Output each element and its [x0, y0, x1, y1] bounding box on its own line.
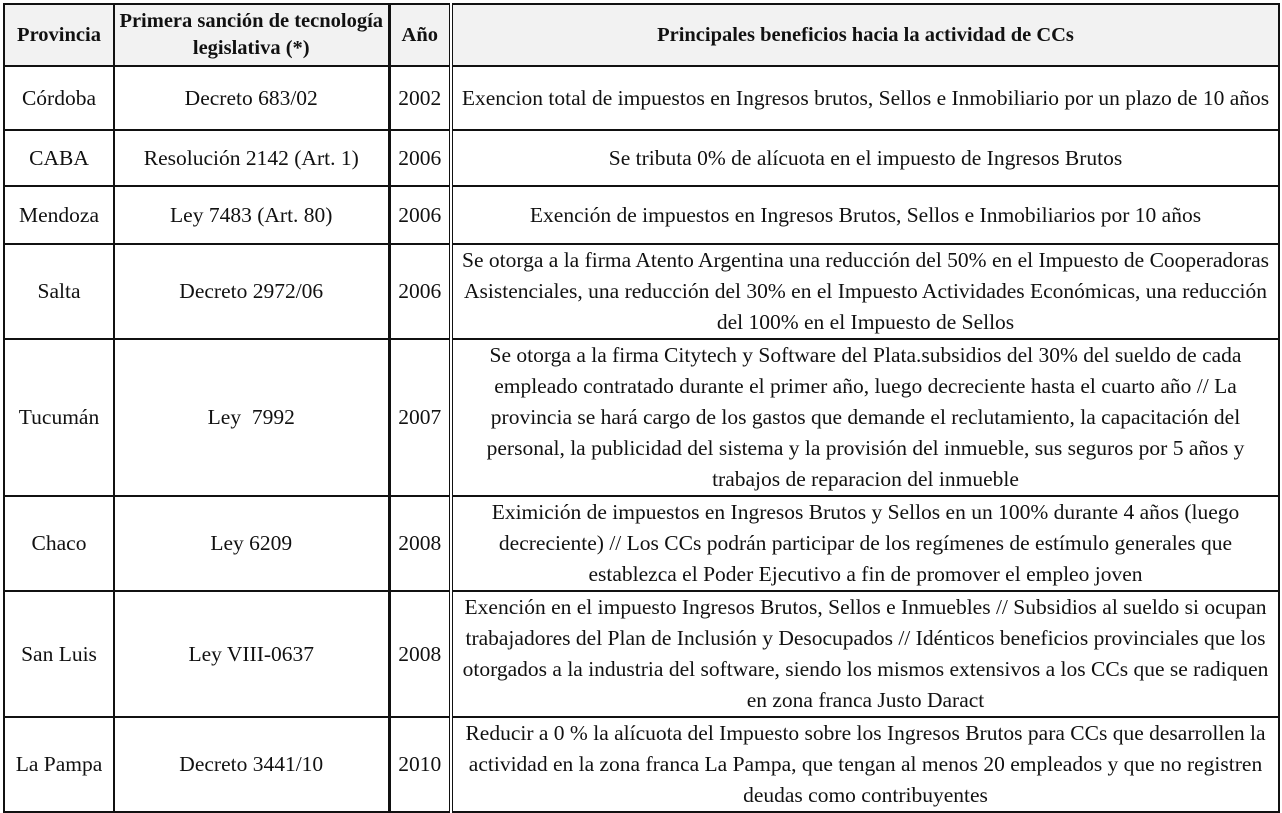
cell-year: 2002	[389, 66, 451, 130]
cell-year: 2008	[389, 591, 451, 717]
cell-benefits: Se otorga a la firma Atento Argentina una reducción del 50% en el Impuesto de Cooperadoras Asistenciales, una reducción del 30% en el Impuesto Actividades Económicas, una reducción del 100% en el Impuesto de Sellos	[451, 244, 1279, 339]
cell-benefits: Exencion total de impuestos en Ingresos brutos, Sellos e Inmobiliario por un plazo de 10 años	[451, 66, 1279, 130]
table-row	[4, 339, 1279, 496]
cell-sanction: Decreto 683/02	[114, 66, 389, 130]
header-province: Provincia	[4, 4, 114, 66]
cell-province: Córdoba	[4, 66, 114, 130]
header-year: Año	[389, 4, 451, 66]
cell-province: Tucumán	[4, 339, 114, 496]
cell-sanction: Ley 7483 (Art. 80)	[114, 186, 389, 244]
table-row	[4, 130, 1279, 186]
cell-sanction: Decreto 3441/10	[114, 717, 389, 812]
provincial-benefits-table	[3, 3, 1280, 813]
cell-year: 2006	[389, 244, 451, 339]
cell-benefits: Se tributa 0% de alícuota en el impuesto de Ingresos Brutos	[451, 130, 1279, 186]
table-row	[4, 496, 1279, 591]
cell-year: 2010	[389, 717, 451, 812]
cell-province: San Luis	[4, 591, 114, 717]
cell-year: 2007	[389, 339, 451, 496]
header-sanction: Primera sanción de tecnología legislativa (*)	[114, 4, 389, 66]
header-row	[4, 4, 1279, 66]
cell-benefits: Exención de impuestos en Ingresos Brutos, Sellos e Inmobiliarios por 10 años	[451, 186, 1279, 244]
cell-benefits: Se otorga a la firma Citytech y Software del Plata.subsidios del 30% del sueldo de cada empleado contratado durante el primer año, luego decreciente hasta el cuarto año // La provincia se hará cargo de los gastos que demande el reclutamiento, la capacitación del personal, la publicidad del sistema y la provisión del inmueble, sus seguros por 5 años y trabajos de reparacion del inmueble	[451, 339, 1279, 496]
cell-benefits: Eximición de impuestos en Ingresos Brutos y Sellos en un 100% durante 4 años (luego decreciente) // Los CCs podrán participar de los regímenes de estímulo generales que establezca el Poder Ejecutivo a fin de promover el empleo joven	[451, 496, 1279, 591]
cell-benefits: Exención en el impuesto Ingresos Brutos, Sellos e Inmuebles // Subsidios al sueldo si ocupan trabajadores del Plan de Inclusión y Desocupados // Idénticos beneficios provinciales que los otorgados a la industria del software, siendo los mismos extensivos a los CCs que se radiquen en zona franca Justo Daract	[451, 591, 1279, 717]
cell-benefits: Reducir a 0 % la alícuota del Impuesto sobre los Ingresos Brutos para CCs que desarrollen la actividad en la zona franca La Pampa, que tengan al menos 20 empleados y que no registren deudas como contribuyentes	[451, 717, 1279, 812]
table-row	[4, 244, 1279, 339]
cell-sanction: Ley 7992	[114, 339, 389, 496]
cell-province: Salta	[4, 244, 114, 339]
cell-province: CABA	[4, 130, 114, 186]
table-row	[4, 717, 1279, 812]
table-row	[4, 591, 1279, 717]
cell-province: Chaco	[4, 496, 114, 591]
cell-year: 2008	[389, 496, 451, 591]
cell-sanction: Ley 6209	[114, 496, 389, 591]
cell-province: La Pampa	[4, 717, 114, 812]
table-row	[4, 66, 1279, 130]
header-benefits: Principales beneficios hacia la actividad de CCs	[451, 4, 1279, 66]
cell-sanction: Decreto 2972/06	[114, 244, 389, 339]
table-row	[4, 186, 1279, 244]
cell-sanction: Resolución 2142 (Art. 1)	[114, 130, 389, 186]
cell-sanction: Ley VIII-0637	[114, 591, 389, 717]
cell-province: Mendoza	[4, 186, 114, 244]
cell-year: 2006	[389, 186, 451, 244]
cell-year: 2006	[389, 130, 451, 186]
